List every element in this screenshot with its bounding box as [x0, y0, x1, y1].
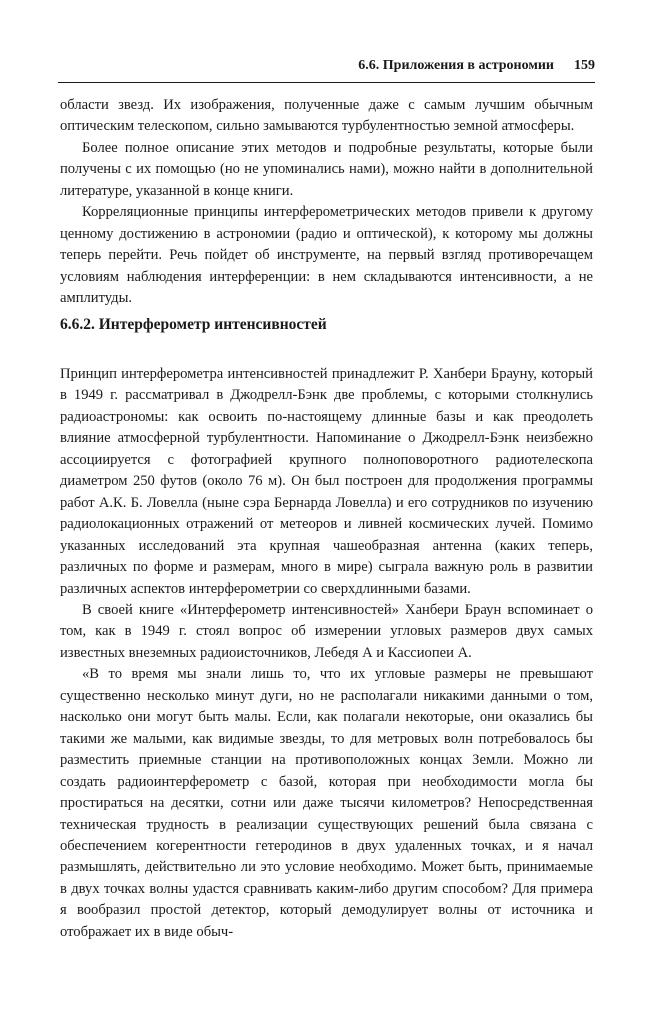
section-heading: 6.6.2. Интерферометр интенсивностей — [60, 316, 327, 333]
paragraph: «В то время мы знали лишь то, что их угловые размеры не превышают существенно несколько минут дуги, но не располагали никакими данными о том, насколько они могут быть малы. Если, как полагали некоторые, они оказались бы такими же малыми, как видимые звезды, то для метровых волн потребовалось бы разместить приемные станции на противоположных концах Земли. Можно ли создать радиоинтерферометр с базой, которая при необходимости могла бы простираться на десятки, сотни или даже тысячи километров? Непосредственная техническая трудность в реализации существующих решений была связана с обеспечением когерентности гетеродинов в двух удаленных точках, и я начал размышлять, действительно ли это условие необходимо. Может быть, принимаемые в двух точках волны удастся сравнивать каким-либо другим способом? Для примера я вообразил простой детектор, который демодулирует волны от источника и отображает их в виде обыч- — [60, 666, 593, 940]
text-block-section — [60, 364, 593, 943]
section-title: 6.6. Приложения в астрономии — [358, 58, 554, 73]
header-rule — [58, 82, 595, 83]
paragraph: В своей книге «Интерферометр интенсивностей» Ханбери Браун вспоминает о том, как в 1949 г. стоял вопрос об измерении угловых размеров двух самых известных внеземных радиоисточников, Лебедя А и Кассиопеи А. — [60, 601, 593, 661]
page-number: 159 — [574, 58, 595, 73]
paragraph: области звезд. Их изображения, полученные даже с самым лучшим обычным оптическим телескопом, сильно замываются турбулентностью земной атмосферы. — [60, 97, 593, 135]
text-block-intro — [60, 95, 593, 310]
paragraph: Принцип интерферометра интенсивностей принадлежит Р. Ханбери Брауну, который в 1949 г. рассматривал в Джодрелл-Бэнк две проблемы, с которыми столкнулись радиоастрономы: как освоить по-настоящему длинные базы и как преодолеть влияние атмосферной турбулентности. Напоминание о Джодрелл-Бэнк неизбежно ассоциируется с фотографией крупного полноповоротного радиотелескопа диаметром 250 футов (около 76 м). Он был построен для продолжения программы работ А.К. Б. Ловелла (ныне сэра Бернарда Ловелла) и его сотрудников по изучению радиолокационных отражений от метеоров и ливней космических лучей. Помимо указанных исследований эта крупная чашеобразная антенна (каких теперь, различных по форме и размерам, много в мире) сыграла важную роль в развитии различных аспектов интерферометрии со сверхдлинными базами. — [60, 366, 593, 597]
paragraph: Более полное описание этих методов и подробные результаты, которые были получены с их помощью (но не упоминались нами), можно найти в дополнительной литературе, указанной в конце книги. — [60, 139, 593, 199]
running-header — [58, 58, 595, 74]
paragraph: Корреляционные принципы интерферометрических методов привели к другому ценному достижению в астрономии (радио и оптической), к которому мы должны теперь перейти. Речь пойдет об инструменте, на первый взгляд противоречащем условиям наблюдения интерференции: в нем складываются интенсивности, а не амплитуды. — [60, 204, 593, 307]
